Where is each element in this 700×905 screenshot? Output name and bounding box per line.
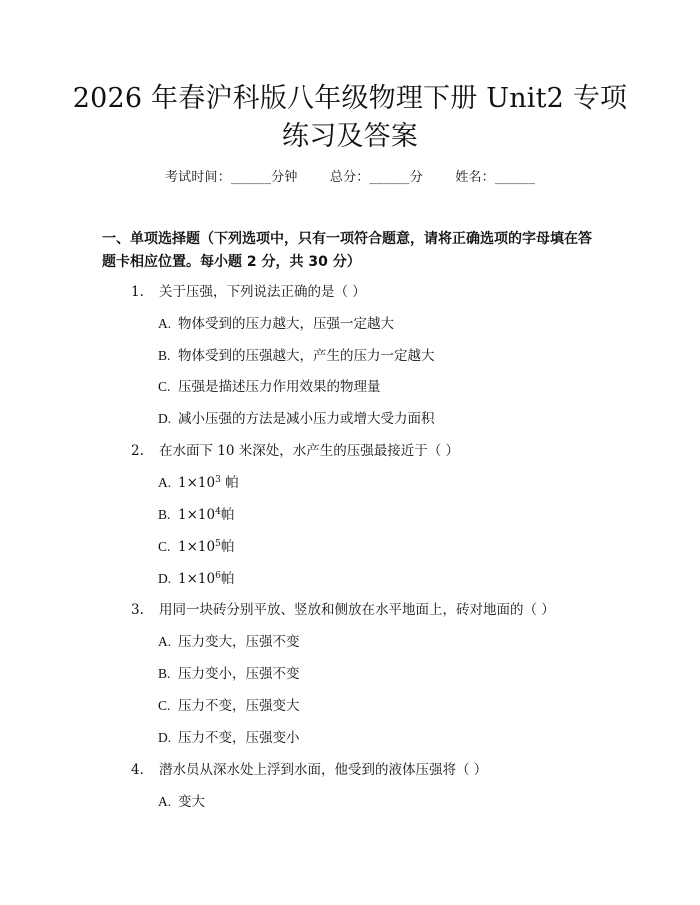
total-score-field: 总分：______分	[329, 170, 423, 185]
title-line-1: 2026 年春沪科版八年级物理下册 Unit2 专项	[72, 83, 628, 114]
option-letter: A.	[158, 475, 172, 490]
question-1	[131, 283, 631, 301]
question-3-option-d	[158, 729, 618, 747]
option-letter: C.	[158, 539, 171, 554]
question-1-option-c	[158, 378, 618, 396]
option-letter: C.	[158, 698, 171, 713]
question-3-option-a	[158, 633, 618, 651]
option-unit: 帕	[220, 475, 239, 491]
question-1-option-a	[158, 315, 618, 333]
option-letter: A.	[158, 634, 172, 649]
option-text: 压力不变，压强变大	[178, 698, 300, 714]
option-text: 1×10	[178, 571, 216, 587]
exam-meta-row	[0, 169, 700, 187]
option-letter: B.	[158, 666, 171, 681]
question-1-option-d	[158, 410, 618, 428]
option-exponent: 5	[215, 539, 221, 549]
question-2-option-b	[158, 506, 618, 524]
option-exponent: 3	[215, 475, 221, 485]
option-text: 1×10	[178, 539, 216, 555]
question-2-option-a	[158, 474, 618, 492]
question-number: 4.	[131, 762, 144, 778]
exam-time-field: 考试时间：______分钟	[164, 170, 298, 185]
question-2-option-d	[158, 570, 618, 588]
section-heading: 一、单项选择题（下列选项中，只有一项符合题意，请将正确选项的字母填在答题卡相应位置。每小题 2 分，共 30 分）	[102, 231, 592, 270]
option-letter: B.	[158, 348, 171, 363]
option-letter: C.	[158, 379, 171, 394]
question-number: 1.	[131, 284, 144, 300]
option-letter: A.	[158, 316, 172, 331]
option-text: 物体受到的压强越大，产生的压力一定越大	[178, 348, 435, 364]
option-letter: D.	[158, 571, 172, 586]
student-name-field: 姓名：______	[455, 170, 536, 185]
question-3	[131, 601, 631, 619]
option-letter: D.	[158, 411, 172, 426]
question-4-option-a	[158, 793, 618, 811]
option-exponent: 6	[215, 571, 221, 581]
question-4	[131, 761, 631, 779]
option-text: 压力不变，压强变小	[178, 730, 300, 746]
title-line-2: 练习及答案	[282, 121, 418, 152]
option-unit: 帕	[220, 507, 235, 523]
question-3-option-b	[158, 665, 618, 683]
question-text: 用同一块砖分别平放、竖放和侧放在水平地面上，砖对地面的（ ）	[159, 602, 555, 618]
option-text: 压力变大，压强不变	[178, 634, 300, 650]
question-1-option-b	[158, 347, 618, 365]
question-number: 3.	[131, 602, 144, 618]
option-letter: D.	[158, 730, 172, 745]
option-text: 1×10	[178, 507, 216, 523]
option-text: 变大	[178, 794, 205, 810]
option-unit: 帕	[220, 571, 235, 587]
option-letter: A.	[158, 794, 172, 809]
option-text: 压力变小，压强不变	[178, 666, 300, 682]
option-text: 减小压强的方法是减小压力或增大受力面积	[178, 411, 435, 427]
option-unit: 帕	[220, 539, 235, 555]
option-text: 物体受到的压力越大，压强一定越大	[178, 316, 394, 332]
question-text: 潜水员从深水处上浮到水面，他受到的液体压强将（ ）	[159, 762, 488, 778]
option-exponent: 4	[215, 507, 221, 517]
question-number: 2.	[131, 443, 144, 459]
document-title	[60, 80, 640, 156]
question-text: 关于压强，下列说法正确的是（ ）	[159, 284, 366, 300]
question-text: 在水面下 10 米深处，水产生的压强最接近于（ ）	[159, 443, 460, 459]
question-2-option-c	[158, 538, 618, 556]
option-text: 压强是描述压力作用效果的物理量	[178, 379, 381, 395]
question-3-option-c	[158, 697, 618, 715]
option-text: 1×10	[178, 475, 216, 491]
option-letter: B.	[158, 507, 171, 522]
question-2	[131, 442, 631, 460]
